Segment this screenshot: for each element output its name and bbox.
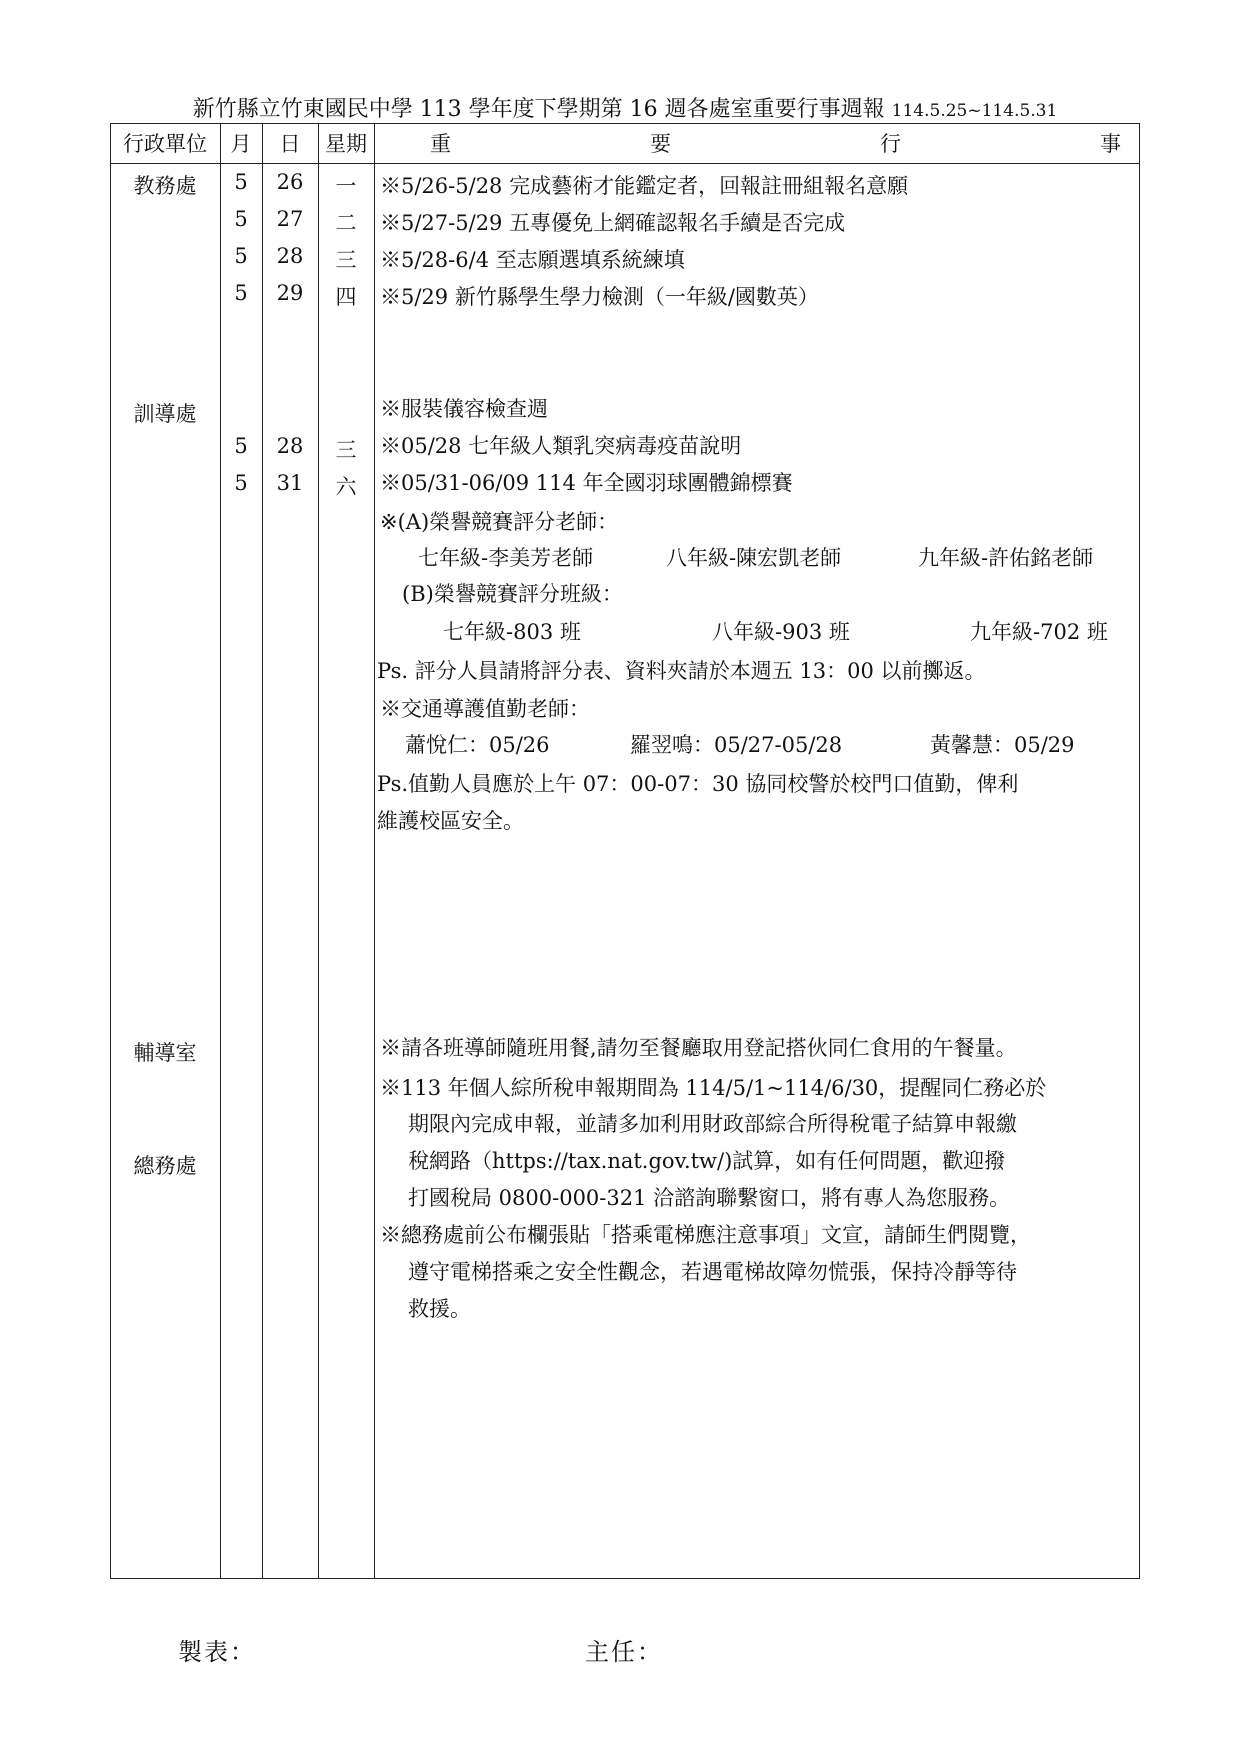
row-weekday: 二: [335, 211, 357, 235]
tax-notice-line: 稅網路（https://tax.nat.gov.tw/)試算，如有任何問題，歡迎撥: [408, 1149, 1006, 1173]
title-main: 新竹縣立竹東國民中學 113 學年度下學期第 16 週各處室重要行事週報: [192, 97, 885, 122]
unit-general-affairs: 總務處: [133, 1154, 197, 1178]
honor-teacher-9: 九年級-許佑銘老師: [918, 546, 1094, 570]
honor-classes-title: (B)榮譽競賽評分班級：: [402, 582, 623, 606]
header-important-char: 行: [880, 132, 901, 156]
row-month: 5: [234, 434, 248, 458]
ps-duty-note-cont: 維護校區安全。: [377, 809, 524, 833]
col-divider-month: [262, 123, 263, 1579]
honor-class-8: 八年級-903 班: [712, 620, 850, 644]
row-day: 31: [276, 471, 304, 495]
col-divider-unit: [220, 123, 221, 1579]
event-text: ※5/28-6/4 至志願選填系統練填: [380, 248, 685, 272]
header-important-char: 要: [650, 132, 671, 156]
col-divider-weekday: [374, 123, 375, 1579]
header-month: 月: [230, 132, 252, 156]
header-important-char: 重: [430, 132, 451, 156]
event-text: ※05/28 七年級人類乳突病毒疫苗說明: [380, 434, 742, 458]
header-important-char: 事: [1100, 132, 1121, 156]
event-text: ※5/27-5/29 五專優免上網確認報名手續是否完成: [380, 211, 846, 235]
tax-notice-line: 期限內完成申報，並請多加利用財政部綜合所得稅電子結算申報繳: [408, 1112, 1017, 1136]
maker-signature-label: 製表：: [178, 1638, 256, 1666]
director-signature-label: 主任：: [585, 1638, 663, 1666]
ps-duty-note: Ps.值勤人員應於上午 07：00-07：30 協同校警於校門口值勤，俾利: [377, 772, 1019, 796]
honor-teacher-8: 八年級-陳宏凱老師: [666, 546, 842, 570]
header-weekday: 星期: [325, 132, 367, 156]
honor-teachers-title: ※(A)榮譽競賽評分老師：: [380, 510, 619, 534]
honor-teacher-7: 七年級-李美芳老師: [418, 546, 594, 570]
unit-discipline: 訓導處: [133, 402, 197, 426]
event-text: ※服裝儀容檢查週: [380, 397, 548, 421]
header-day: 日: [279, 132, 301, 156]
row-weekday: 一: [335, 174, 357, 198]
row-weekday: 三: [335, 438, 357, 462]
elevator-notice-line: 遵守電梯搭乘之安全性觀念，若遇電梯故障勿慌張，保持冷靜等待: [408, 1260, 1017, 1284]
traffic-duty-title: ※交通導護值勤老師：: [380, 697, 590, 721]
row-day: 28: [276, 434, 304, 458]
row-day: 27: [276, 207, 304, 231]
traffic-duty-2: 羅翌鳴：05/27-05/28: [630, 733, 843, 757]
ps-scoring-note: Ps. 評分人員請將評分表、資料夾請於本週五 13：00 以前擲返。: [377, 659, 986, 683]
row-month: 5: [234, 170, 248, 194]
elevator-notice-line: ※總務處前公布欄張貼「搭乘電梯應注意事項」文宣，請師生們閱覽，: [380, 1223, 1031, 1247]
page-title: [110, 92, 1140, 123]
col-divider-day: [318, 123, 319, 1579]
row-day: 26: [276, 170, 304, 194]
row-month: 5: [234, 471, 248, 495]
event-text: ※5/29 新竹縣學生學力檢測（一年級/國數英）: [380, 285, 819, 309]
row-month: 5: [234, 281, 248, 305]
event-text: ※5/26-5/28 完成藝術才能鑑定者，回報註冊組報名意願: [380, 174, 909, 198]
header-divider: [110, 163, 1140, 164]
unit-counseling: 輔導室: [133, 1041, 197, 1065]
row-weekday: 三: [335, 248, 357, 272]
unit-academic: 教務處: [133, 174, 197, 198]
title-date-range: 114.5.25~114.5.31: [891, 101, 1058, 121]
tax-notice-line: ※113 年個人綜所稅申報期間為 114/5/1~114/6/30，提醒同仁務必於: [380, 1076, 1047, 1100]
traffic-duty-1: 蕭悅仁：05/26: [405, 733, 550, 757]
honor-class-7: 七年級-803 班: [443, 620, 581, 644]
row-day: 29: [276, 281, 304, 305]
event-text: ※請各班導師隨班用餐,請勿至餐廳取用登記搭伙同仁食用的午餐量。: [380, 1036, 1017, 1060]
row-month: 5: [234, 207, 248, 231]
row-weekday: 六: [335, 475, 357, 499]
row-month: 5: [234, 244, 248, 268]
event-text: ※05/31-06/09 114 年全國羽球團體錦標賽: [380, 471, 793, 495]
tax-notice-line: 打國稅局 0800-000-321 洽諮詢聯繫窗口，將有專人為您服務。: [408, 1186, 1011, 1210]
schedule-table: [110, 123, 1140, 1579]
elevator-notice-line: 救援。: [408, 1297, 471, 1321]
traffic-duty-3: 黃馨慧：05/29: [930, 733, 1075, 757]
header-unit: 行政單位: [123, 132, 207, 156]
honor-class-9: 九年級-702 班: [970, 620, 1108, 644]
row-weekday: 四: [335, 285, 357, 309]
row-day: 28: [276, 244, 304, 268]
